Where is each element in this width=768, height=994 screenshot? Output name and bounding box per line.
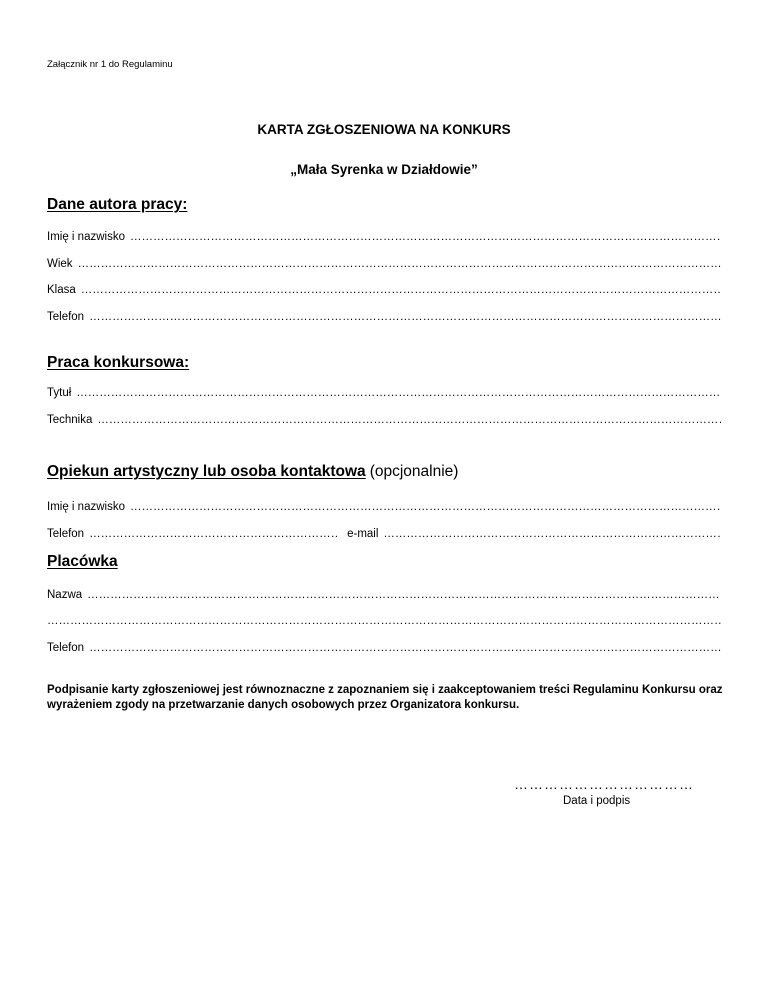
signature-fill-line[interactable] <box>514 776 692 792</box>
annex-note: Załącznik nr 1 do Regulaminu <box>47 59 173 70</box>
author-class-field[interactable] <box>47 284 721 296</box>
author-phone-label: Telefon <box>47 311 85 323</box>
guardian-phone-fill-line[interactable] <box>89 528 337 540</box>
institution-name-field[interactable] <box>47 589 721 601</box>
author-age-fill-line[interactable] <box>78 258 721 270</box>
institution-address-field[interactable] <box>47 615 721 627</box>
author-name-fill-line[interactable] <box>130 231 721 243</box>
guardian-heading-text: Opiekun artystyczny lub osoba kontaktowa <box>47 463 366 480</box>
work-title-field[interactable] <box>47 387 721 399</box>
guardian-name-field[interactable] <box>47 501 721 513</box>
author-name-field[interactable] <box>47 231 721 243</box>
work-title-fill-line[interactable] <box>76 387 721 399</box>
institution-phone-label: Telefon <box>47 642 85 654</box>
institution-section-heading: Placówka <box>47 553 118 570</box>
author-age-label: Wiek <box>47 258 73 270</box>
form-title: KARTA ZGŁOSZENIOWA NA KONKURS <box>257 122 511 137</box>
author-section-heading: Dane autora pracy: <box>47 196 188 213</box>
guardian-optional-note: (opcjonalnie) <box>369 463 459 480</box>
institution-name-fill-line[interactable] <box>87 589 721 601</box>
guardian-phone-label: Telefon <box>47 528 85 540</box>
author-phone-fill-line[interactable] <box>89 311 721 323</box>
work-section-heading: Praca konkursowa: <box>47 354 190 371</box>
guardian-section-heading <box>47 463 458 481</box>
institution-phone-field[interactable] <box>47 642 721 654</box>
consent-notice: Podpisanie karty zgłoszeniowej jest równoznaczne z zapoznaniem się i zaakceptowaniem treści Regulaminu Konkursu oraz wyrażeniem zgody na przetwarzanie danych osobowych przez Organizatora konkursu. <box>47 684 723 711</box>
work-technique-field[interactable] <box>47 414 721 426</box>
work-technique-fill-line[interactable] <box>97 414 721 426</box>
guardian-contact-field[interactable] <box>47 528 721 540</box>
work-technique-label: Technika <box>47 414 93 426</box>
guardian-email-fill-line[interactable] <box>383 528 721 540</box>
author-phone-field[interactable] <box>47 311 721 323</box>
institution-phone-fill-line[interactable] <box>89 642 721 654</box>
author-age-field[interactable] <box>47 258 721 270</box>
guardian-name-fill-line[interactable] <box>130 501 721 513</box>
author-class-fill-line[interactable] <box>81 284 721 296</box>
signature-label: Data i podpis <box>563 795 631 807</box>
contest-name: „Mała Syrenka w Działdowie” <box>290 162 478 177</box>
institution-address-fill-line[interactable] <box>47 615 721 627</box>
author-class-label: Klasa <box>47 284 76 296</box>
guardian-email-label: e-mail <box>347 528 379 540</box>
work-title-label: Tytuł <box>47 387 72 399</box>
institution-name-label: Nazwa <box>47 589 83 601</box>
author-name-label: Imię i nazwisko <box>47 231 125 243</box>
guardian-name-label: Imię i nazwisko <box>47 501 125 513</box>
